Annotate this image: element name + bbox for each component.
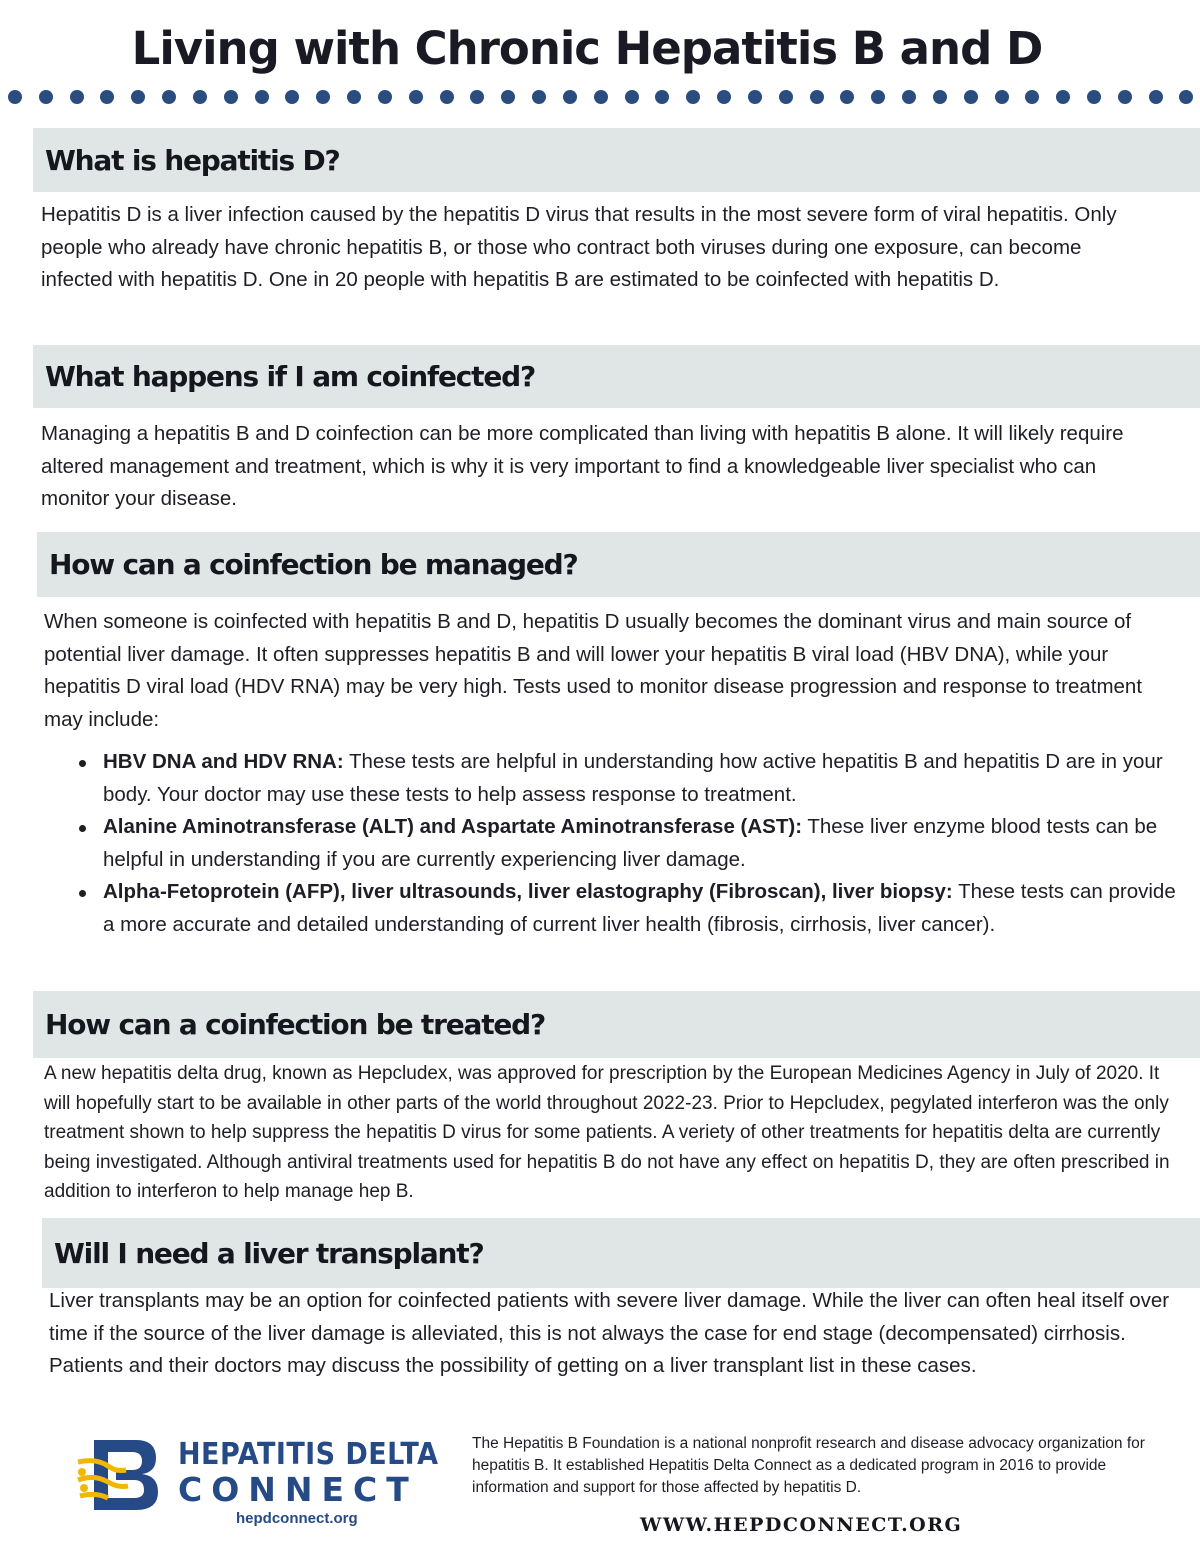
- section-body: Managing a hepatitis B and D coinfection can be more complicated than living with hepatitis B alone. It will likely require altered management and treatment, which is why it is very important to find a knowledgeable liver specialist who can monitor your disease.: [41, 422, 1124, 510]
- section-body: Liver transplants may be an option for coinfected patients with severe liver damage. While the liver can often heal itself over time if the source of the liver damage is alleviated, this is not always the case for end stage (decompensated) cirrhosis. Patients and their doctors may discuss the possibility of getting on a liver transplant list in these cases.: [49, 1289, 1170, 1377]
- divider-dot: [625, 90, 639, 104]
- list-item-term: Alpha-Fetoprotein (AFP), liver ultrasounds, liver elastography (Fibroscan), liver biopsy:: [103, 880, 953, 903]
- section-heading: How can a coinfection be managed?: [49, 548, 578, 581]
- test-list: [76, 746, 1186, 941]
- divider-dot: [532, 90, 546, 104]
- brand-name: HEPATITIS DELTA: [178, 1437, 439, 1472]
- list-item: [76, 746, 1186, 811]
- section-heading-band: [33, 128, 1200, 192]
- divider-dot: [255, 90, 269, 104]
- divider-dot: [655, 90, 669, 104]
- section-heading-band: [42, 1218, 1200, 1288]
- divider-dot: [378, 90, 392, 104]
- list-item-term: Alanine Aminotransferase (ALT) and Aspartate Aminotransferase (AST):: [103, 815, 803, 838]
- list-item: [76, 811, 1186, 876]
- divider-dot: [501, 90, 515, 104]
- divider-dot: [748, 90, 762, 104]
- section-body: A new hepatitis delta drug, known as Hepcludex, was approved for prescription by the European Medicines Agency in July of 2020. It will hopefully start to be available in other parts of the world throughout 2022-23. Prior to Hepcludex, pegylated interferon was the only treatment shown to help suppress the hepatitis D virus for some patients. A veriety of other treatments for hepatitis delta are currently being investigated. Although antiviral treatments used for hepatitis B do not have any effect on hepatitis D, they are often prescribed in addition to interferon to help manage hep B.: [44, 1063, 1170, 1202]
- divider-dot: [1056, 90, 1070, 104]
- divider-dot: [70, 90, 84, 104]
- section-heading: What happens if I am coinfected?: [45, 360, 536, 393]
- section-heading: Will I need a liver transplant?: [54, 1236, 484, 1270]
- divider-dot: [193, 90, 207, 104]
- divider-dot: [779, 90, 793, 104]
- list-item-text: These tests are helpful in understanding how active hepatitis B and hepatitis D are in your body. Your doctor may use these tests to help assess response to treatment.: [103, 750, 1163, 806]
- divider-dot: [840, 90, 854, 104]
- divider-dot: [224, 90, 238, 104]
- brand-url[interactable]: hepdconnect.org: [236, 1510, 358, 1527]
- section-body: When someone is coinfected with hepatitis B and D, hepatitis D usually becomes the dominant virus and main source of potential liver damage. It often suppresses hepatitis B and will lower your hepatitis B viral load (HBV DNA), while your hepatitis D viral load (HDV RNA) may be very high. Tests used to monitor disease progression and response to treatment may include:: [44, 610, 1143, 731]
- list-item-term: HBV DNA and HDV RNA:: [103, 750, 344, 773]
- divider-dot: [871, 90, 885, 104]
- website-link[interactable]: WWW.HEPDCONNECT.ORG: [640, 1514, 963, 1536]
- divider-dot: [902, 90, 916, 104]
- list-item-text: These liver enzyme blood tests can be helpful in understanding if you are currently experiencing liver damage.: [103, 815, 1158, 871]
- section-heading-band: [33, 345, 1200, 408]
- divider-dot: [995, 90, 1009, 104]
- list-item-text: These tests can provide a more accurate and detailed understanding of current liver health (fibrosis, cirrhosis, liver cancer).: [103, 880, 1176, 936]
- divider-dot: [717, 90, 731, 104]
- section-body: Hepatitis D is a liver infection caused by the hepatitis D virus that results in the most severe form of viral hepatitis. Only people who already have chronic hepatitis B, or those who contract both viruses during one exposure, can become infected with hepatitis D. One in 20 people with hepatitis B are estimated to be coinfected with hepatitis D.: [41, 203, 1117, 291]
- about-text: The Hepatitis B Foundation is a national nonprofit research and disease advocacy organization for hepatitis B. It established Hepatitis Delta Connect as a dedicated program in 2016 to provide information and support for those affected by hepatitis D.: [472, 1435, 1145, 1496]
- divider-dot: [8, 90, 22, 104]
- divider-dot: [1087, 90, 1101, 104]
- divider-dot: [131, 90, 145, 104]
- divider-dot: [810, 90, 824, 104]
- section-heading: What is hepatitis D?: [45, 143, 340, 177]
- dotted-divider: [8, 90, 1194, 104]
- divider-dot: [594, 90, 608, 104]
- divider-dot: [933, 90, 947, 104]
- divider-dot: [686, 90, 700, 104]
- divider-dot: [1118, 90, 1132, 104]
- section-heading-band: [33, 991, 1200, 1058]
- divider-dot: [964, 90, 978, 104]
- divider-dot: [409, 90, 423, 104]
- divider-dot: [1149, 90, 1163, 104]
- divider-dot: [316, 90, 330, 104]
- section-heading: How can a coinfection be treated?: [45, 1008, 546, 1041]
- section-heading-band: [37, 532, 1200, 597]
- divider-dot: [285, 90, 299, 104]
- divider-dot: [100, 90, 114, 104]
- divider-dot: [563, 90, 577, 104]
- divider-dot: [1179, 90, 1193, 104]
- divider-dot: [440, 90, 454, 104]
- divider-dot: [347, 90, 361, 104]
- brand-connect: CONNECT: [178, 1470, 418, 1509]
- divider-dot: [470, 90, 484, 104]
- divider-dot: [162, 90, 176, 104]
- divider-dot: [39, 90, 53, 104]
- list-item: [76, 876, 1186, 941]
- page-title: Living with Chronic Hepatitis B and D: [131, 22, 1043, 75]
- divider-dot: [1025, 90, 1039, 104]
